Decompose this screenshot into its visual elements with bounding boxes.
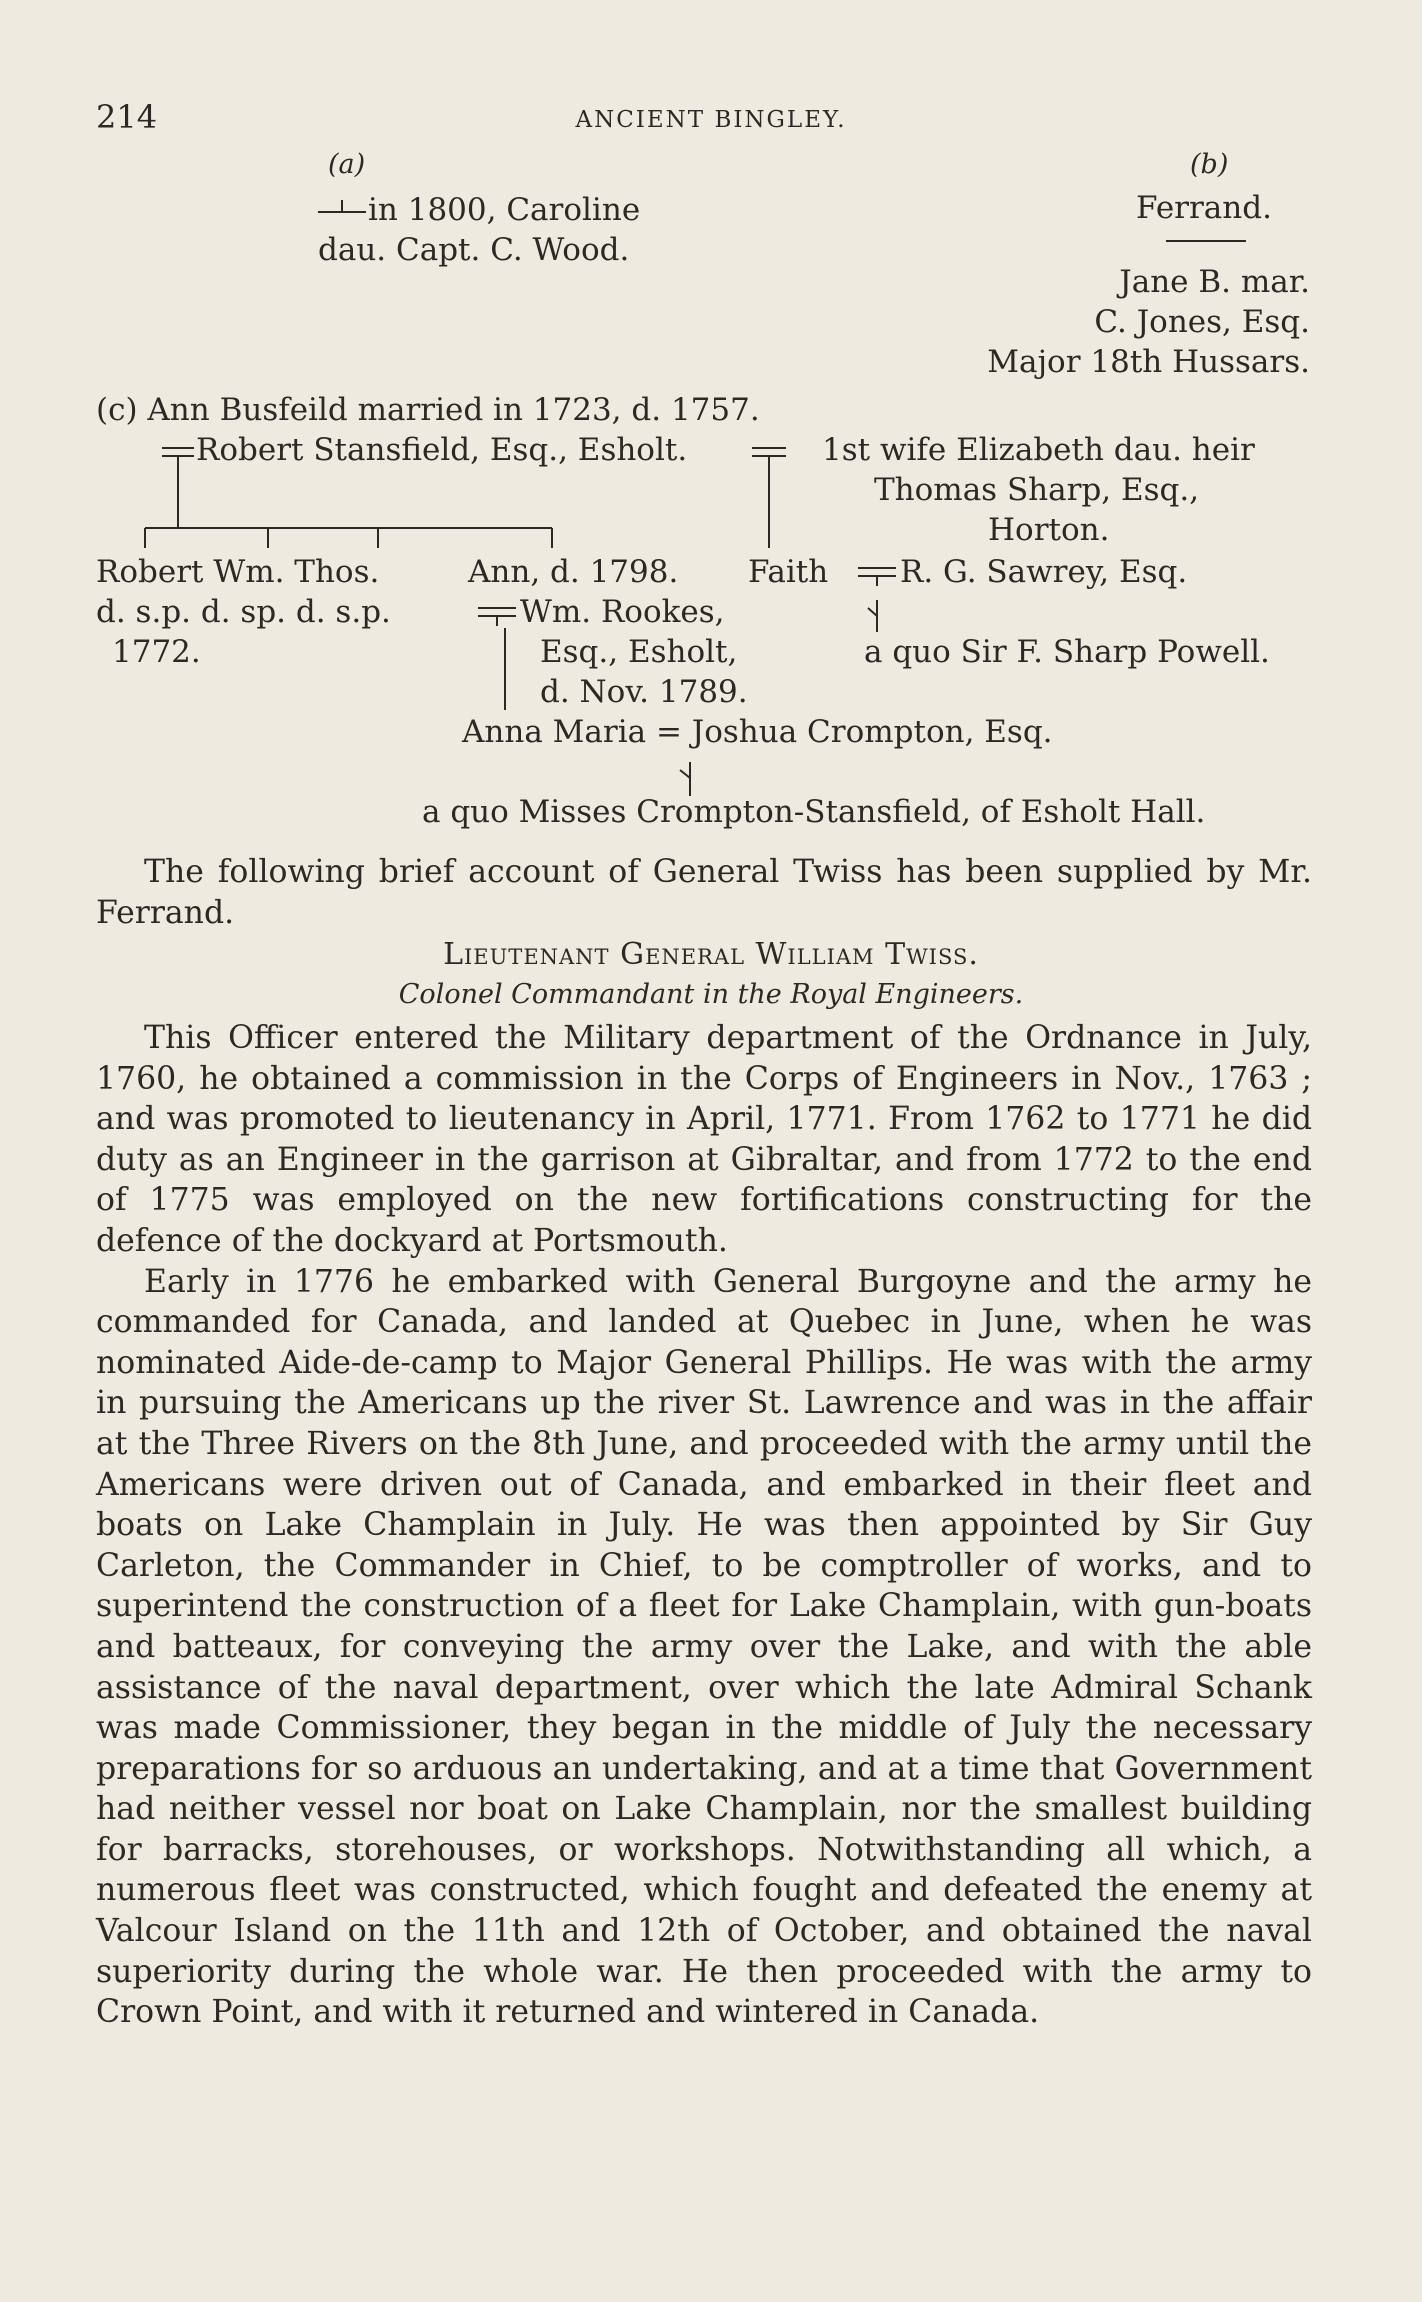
- children-names: Robert Wm. Thos.: [96, 554, 380, 590]
- ann-line4: d. Nov. 1789.: [540, 674, 748, 710]
- children-year: 1772.: [112, 634, 201, 670]
- ann-line1: Ann, d. 1798.: [468, 554, 679, 590]
- right-col-line4: Major 18th Hussars.: [987, 344, 1310, 380]
- article-body: [96, 1018, 1312, 2033]
- article-subtitle: Colonel Commandant in the Royal Engineers.: [398, 979, 1024, 1010]
- misses-line: a quo Misses Crompton-Stansfield, of Esholt Hall.: [422, 794, 1206, 830]
- paragraph-2: Early in 1776 he embarked with General Burgoyne and the army he commanded for Canada, and landed at Quebec in June, when he was nominated Aide-de-camp to Major General Phillips. He was with the army in pursuing the Americans up the river St. Lawrence and was in the affair at the Three Rivers on the 8th June, and proceeded with the army until the Americans were driven out of Canada, and embarked in their fleet and boats on Lake Champlain in July. He was then appointed by Sir Guy Carleton, the Commander in Chief, to be comptroller of works, and to superintend the construction of a fleet for Lake Champlain, with gun-boats and batteaux, for conveying the army over the Lake, and with the able assistance of the naval department, over which the late Admiral Schank was made Commissioner, they began in the middle of July the necessary preparations for so arduous an undertaking, and at a time that Government had neither vessel nor boat on Lake Champlain, nor the smallest building for barracks, storehouses, or workshops. Notwithstanding all which, a numerous fleet was constructed, which fought and defeated the enemy at Valcour Island on the 11th and 12th of October, and obtained the naval superiority during the whole war. He then proceeded with the army to Crown Point, and with it returned and wintered in Canada.: [96, 1263, 1312, 2031]
- right-col-marker: (b): [1190, 149, 1229, 180]
- anna-maria-line: Anna Maria = Joshua Crompton, Esq.: [462, 714, 1053, 750]
- paragraph-1: This Officer entered the Military department of the Ordnance in July, 1760, he obtained a commission in the Corps of Engineers in Nov., 1763 ; and was promoted to lieutenancy in April, 1771. From 1762 to 1771 he did duty as an Engineer in the garrison at Gibraltar, and from 1772 to the end of 1775 was employed on the new fortifications constructing for the defence of the dockyard at Portsmouth.: [96, 1020, 1312, 1259]
- faith-line1: Faith: [748, 554, 829, 590]
- right-col-line3: C. Jones, Esq.: [1094, 304, 1310, 340]
- wife-line2: Thomas Sharp, Esq.,: [874, 472, 1200, 508]
- faith-line2: a quo Sir F. Sharp Powell.: [864, 634, 1270, 670]
- robert-stansfield-line: Robert Stansfield, Esq., Esholt.: [196, 432, 688, 468]
- left-col-line2: dau. Capt. C. Wood.: [318, 232, 630, 268]
- intro-paragraph: [96, 852, 1312, 933]
- left-col-marker: (a): [328, 149, 366, 180]
- pedigree-connectors: [0, 0, 1422, 900]
- right-col-line2: Jane B. mar.: [1119, 264, 1310, 300]
- left-col-line1: in 1800, Caroline: [368, 192, 641, 228]
- children-ds: d. s.p. d. sp. d. s.p.: [96, 594, 391, 630]
- right-col-line1: Ferrand.: [1136, 190, 1272, 226]
- faith-line1b: R. G. Sawrey, Esq.: [900, 554, 1188, 590]
- ann-busfeild-line: (c) Ann Busfeild married in 1723, d. 1757.: [96, 392, 760, 428]
- wife-line3: Horton.: [988, 512, 1110, 548]
- ann-line3: Esq., Esholt,: [540, 634, 738, 670]
- ann-line2: Wm. Rookes,: [520, 594, 725, 630]
- wife-line1: 1st wife Elizabeth dau. heir: [822, 432, 1255, 468]
- intro-text: The following brief account of General Twiss has been supplied by Mr. Ferrand.: [96, 854, 1312, 931]
- article-title: Lieutenant General William Twiss.: [443, 937, 979, 972]
- running-title: ANCIENT BINGLEY.: [575, 107, 847, 133]
- page-number: 214: [96, 98, 158, 136]
